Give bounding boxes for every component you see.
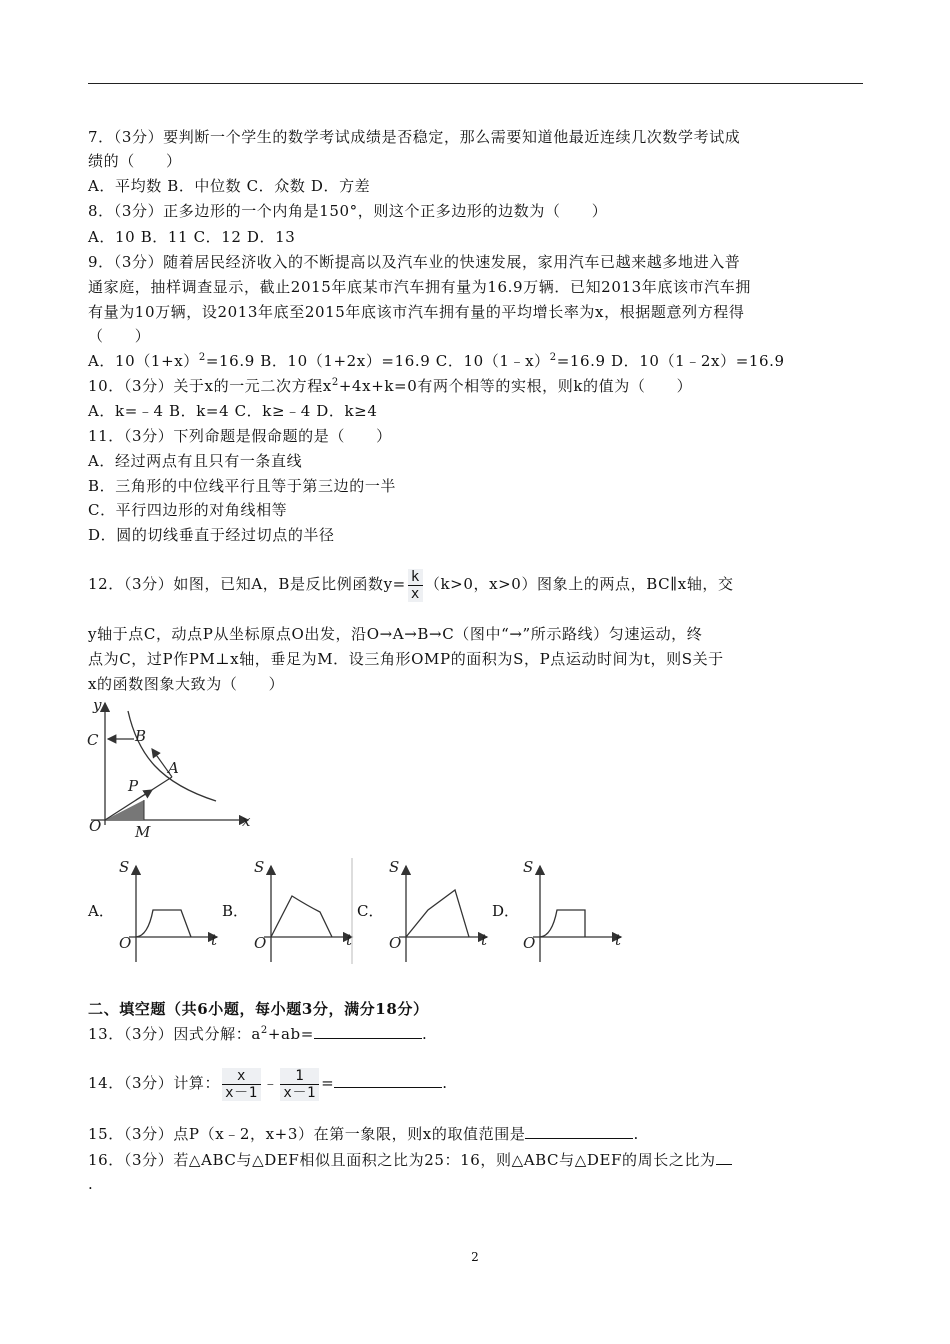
q9-line4: （ ） xyxy=(88,327,151,345)
shaded-triangle xyxy=(105,800,144,820)
q12-option-c-graph xyxy=(383,858,495,964)
curve-c xyxy=(406,890,469,937)
q8-stem: 8．（3分）正多边形的一个内角是150°，则这个正多边形的边数为（ ） xyxy=(88,202,608,220)
q12-option-b-graph xyxy=(248,858,360,964)
graph-b-t: t xyxy=(346,931,353,949)
q13-stem: 13．（3分）因式分解：$a^2+ab=$ . xyxy=(88,1025,428,1043)
q14-fraction-1: $\frac{x}{x-1}$ xyxy=(222,1068,261,1101)
label-m: M xyxy=(135,823,151,841)
q12-line4: x的函数图象大致为（ ） xyxy=(88,675,285,693)
label-x: x xyxy=(242,812,251,830)
q14-fraction-2: $\frac{1}{x-1}$ xyxy=(280,1068,319,1101)
q12-main-figure xyxy=(86,697,256,842)
q13-answer-blank[interactable] xyxy=(314,1024,422,1039)
q12-line2: y轴于点C，动点P从坐标原点O出发，沿O→A→B→C（图中“→”所示路线）匀速运动，终 xyxy=(88,625,703,643)
q11-option-a: A．经过两点有且只有一条直线 xyxy=(88,452,303,470)
curve-b xyxy=(271,896,332,937)
q9-line2: 通家庭，抽样调查显示，截止2015年底某市汽车拥有量为16.9万辆．已知2013年底该市汽车拥 xyxy=(88,278,751,296)
graph-c-t: t xyxy=(481,931,488,949)
q16-line2: . xyxy=(88,1175,94,1193)
graph-d-o: O xyxy=(523,934,536,952)
header-rule xyxy=(88,83,863,84)
q10-options: A．k=﹣4 B．k=4 C．k≥﹣4 D．k≥4 xyxy=(88,402,378,420)
graph-a-s: S xyxy=(119,858,130,876)
label-c: C xyxy=(87,731,99,749)
q10-stem: 10．（3分）关于x的一元二次方程$x^2+4x+k=0$有两个相等的实根，则k的值为（ ） xyxy=(88,377,693,395)
q11-option-b: B．三角形的中位线平行且等于第三边的一半 xyxy=(88,477,397,495)
q9-options: A．$10(1+x)^2=16.9$ B．10（1+2x）=16.9 C．10（1﹣x）$^2$=16.9 D．10（1﹣2x）=16.9 xyxy=(88,352,785,370)
label-y: y xyxy=(93,697,102,714)
q12-stem: 12．（3分）如图，已知A，B是反比例函数y= $\frac{k}{x}$ （k>0，x>0）图象上的两点，BC∥x轴，交 xyxy=(88,568,734,602)
graph-c-o: O xyxy=(389,934,402,952)
hyperbola-curve xyxy=(128,711,216,801)
graph-b-s: S xyxy=(254,858,265,876)
q16-stem: 16．（3分）若△ABC与△DEF相似且面积之比为25：16，则△ABC与△DEF的周长之比为 xyxy=(88,1150,732,1170)
q12-option-b-label: B． xyxy=(222,902,249,920)
graph-d-s: S xyxy=(523,858,534,876)
q12-option-d-graph xyxy=(517,858,629,964)
q12-line3: 点为C，过P作PM⊥x轴，垂足为M．设三角形OMP的面积为S，P点运动时间为t，则S关于 xyxy=(88,650,724,668)
section2-title: 二、填空题（共6小题，每小题3分，满分18分） xyxy=(88,1000,429,1018)
q7-options: A．平均数 B．中位数 C．众数 D．方差 xyxy=(88,177,371,195)
label-a: A xyxy=(168,759,179,777)
q11-option-d: D．圆的切线垂直于经过切点的半径 xyxy=(88,526,335,544)
q11-option-c: C．平行四边形的对角线相等 xyxy=(88,501,288,519)
curve-a xyxy=(136,910,191,937)
graph-a-o: O xyxy=(119,934,132,952)
q15-stem: 15．（3分）点P（x﹣2，x+3）在第一象限，则x的取值范围是 . xyxy=(88,1125,639,1143)
label-b: B xyxy=(135,727,147,745)
graph-d-t: t xyxy=(615,931,622,949)
q14-stem: 14．（3分）计算： $\frac{x}{x-1}$ ﹣ $\frac{1}{x-1}$ = . xyxy=(88,1067,448,1101)
label-p: P xyxy=(128,777,139,795)
q12-option-a-label: A． xyxy=(88,902,114,920)
q16-answer-blank[interactable] xyxy=(716,1150,732,1165)
label-o: O xyxy=(89,817,102,835)
q14-answer-blank[interactable] xyxy=(334,1073,442,1088)
q9-line1: 9．（3分）随着居民经济收入的不断提高以及汽车业的快速发展，家用汽车已越来越多地进入普 xyxy=(88,253,741,271)
graph-b-o: O xyxy=(254,934,267,952)
q7-line1: 7．（3分）要判断一个学生的数学考试成绩是否稳定，那么需要知道他最近连续几次数学考试成 xyxy=(88,128,741,146)
path-arrow-oa xyxy=(136,790,152,800)
curve-d xyxy=(540,910,585,937)
q15-answer-blank[interactable] xyxy=(525,1124,633,1139)
q12-option-d-label: D． xyxy=(492,902,520,920)
k-over-x-fraction: $\frac{k}{x}$ xyxy=(408,569,423,602)
q7-line2: 绩的（ ） xyxy=(88,152,182,170)
page-number: 2 xyxy=(471,1250,479,1264)
graph-c-s: S xyxy=(389,858,400,876)
q12-option-c-label: C． xyxy=(357,902,384,920)
q9-line3: 有量为10万辆，设2013年底至2015年底该市汽车拥有量的平均增长率为x，根据题意列方程得 xyxy=(88,303,745,321)
q12-option-a-graph xyxy=(113,858,225,964)
q8-options: A．10 B．11 C．12 D．13 xyxy=(88,228,296,246)
graph-a-t: t xyxy=(211,931,218,949)
q11-stem: 11．（3分）下列命题是假命题的是（ ） xyxy=(88,427,392,445)
